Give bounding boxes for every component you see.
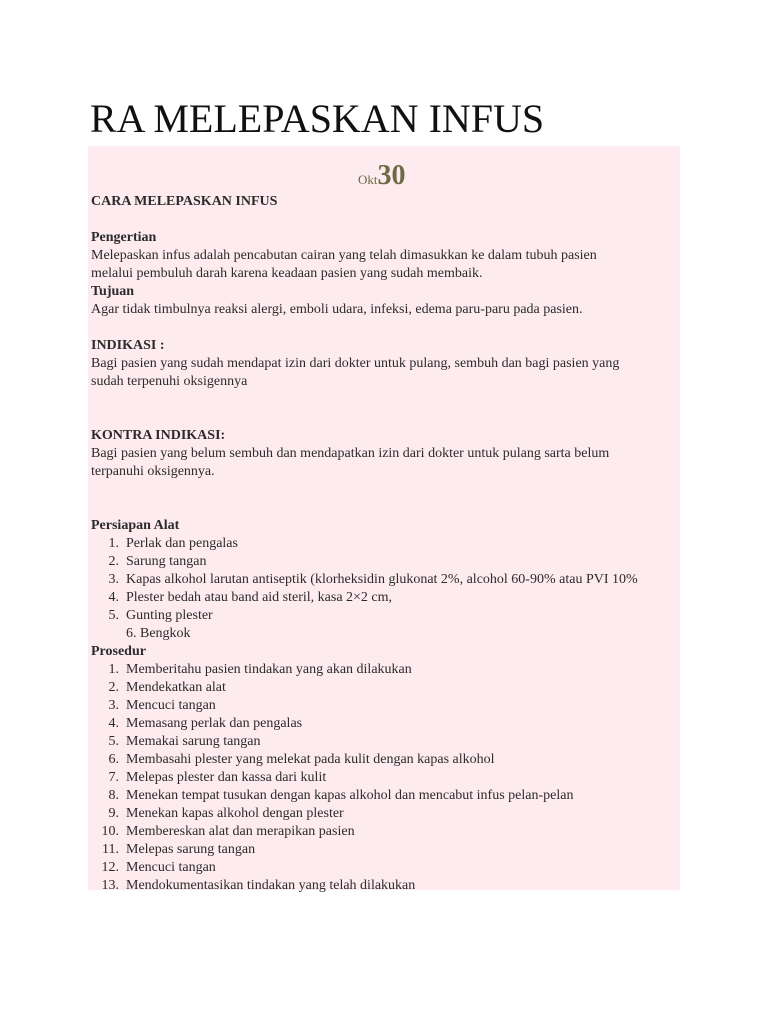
list-item: 1. Perlak dan pengalas — [108, 536, 238, 551]
list-item: 4. Memasang perlak dan pengalas — [108, 716, 303, 731]
list-item: 2. Sarung tangan — [108, 554, 207, 569]
post-content — [91, 193, 681, 895]
list-item: 11. Melepas sarung tangan — [102, 842, 256, 857]
list-item: 13. Mendokumentasikan tindakan yang telah dilakukan — [101, 878, 416, 893]
list-item: 9. Menekan kapas alkohol dengan plester — [108, 806, 344, 821]
list-item: 2. Mendekatkan alat — [108, 680, 226, 695]
section-title-kontra-indikasi: KONTRA INDIKASI: — [91, 428, 226, 443]
list-item: 1. Memberitahu pasien tindakan yang akan dilakukan — [108, 662, 412, 677]
list-item: 5. Memakai sarung tangan — [108, 734, 261, 749]
kontra-line-2: terpanuhi oksigennya. — [91, 464, 215, 479]
pengertian-line-1: Melepaskan infus adalah pencabutan cairan yang telah dimasukkan ke dalam tubuh pasien — [91, 248, 597, 263]
section-title-prosedur: Prosedur — [91, 644, 146, 659]
alat-list — [91, 535, 681, 625]
list-item: 12. Mencuci tangan — [101, 860, 216, 875]
list-item: 6. Membasahi plester yang melekat pada kulit dengan kapas alkohol — [108, 752, 495, 767]
date-month: Okt — [358, 172, 378, 187]
section-title-tujuan: Tujuan — [91, 284, 135, 299]
tujuan-line-1: Agar tidak timbulnya reaksi alergi, emboli udara, infeksi, edema paru-paru pada pasien. — [91, 302, 583, 317]
list-item: 4. Plester bedah atau band aid steril, kasa 2×2 cm, — [108, 590, 393, 605]
kontra-line-1: Bagi pasien yang belum sembuh dan mendapatkan izin dari dokter untuk pulang sarta belum — [91, 446, 610, 461]
section-title-persiapan-alat: Persiapan Alat — [91, 518, 180, 533]
prosedur-list — [91, 661, 681, 895]
alat-item-bengkok: 6. Bengkok — [126, 626, 191, 641]
section-title-indikasi: INDIKASI : — [91, 338, 165, 353]
list-item: 5. Gunting plester — [108, 608, 213, 623]
post-date — [358, 160, 406, 192]
list-item: 7. Melepas plester dan kassa dari kulit — [108, 770, 327, 785]
list-item: 3. Mencuci tangan — [108, 698, 216, 713]
indikasi-line-1: Bagi pasien yang sudah mendapat izin dari dokter untuk pulang, sembuh dan bagi pasien yang — [91, 356, 620, 371]
indikasi-line-2: sudah terpenuhi oksigennya — [91, 374, 248, 389]
post-heading: CARA MELEPASKAN INFUS — [91, 194, 278, 209]
section-title-pengertian: Pengertian — [91, 230, 157, 245]
date-day: 30 — [377, 160, 406, 191]
list-item: 10. Membereskan alat dan merapikan pasien — [101, 824, 355, 839]
list-item: 8. Menekan tempat tusukan dengan kapas alkohol dan mencabut infus pelan-pelan — [108, 788, 574, 803]
list-item: 3. Kapas alkohol larutan antiseptik (klorheksidin glukonat 2%, alcohol 60-90% atau PVI 10% — [108, 572, 638, 587]
pengertian-line-2: melalui pembuluh darah karena keadaan pasien yang sudah membaik. — [91, 266, 483, 281]
page-title: RA MELEPASKAN INFUS — [90, 96, 545, 141]
